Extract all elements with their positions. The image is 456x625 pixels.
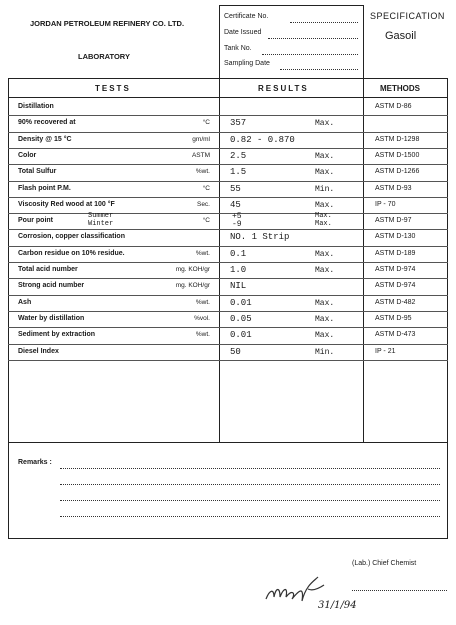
row-divider [8, 295, 448, 296]
test-unit: °C [202, 184, 210, 192]
test-name: Viscosity Red wood at 100 °F [18, 200, 115, 208]
test-name: Total Sulfur [18, 168, 57, 176]
test-unit: °C [202, 217, 210, 225]
test-name: Total acid number [18, 266, 78, 273]
signature-date: 31/1/94 [318, 600, 357, 611]
result-value: 0.05 [230, 313, 252, 324]
certificate-label: Certificate No. [224, 13, 269, 20]
test-method: ASTM D-482 [375, 298, 416, 306]
test-method: ASTM D-97 [375, 217, 412, 225]
test-name: Diesel Index [18, 347, 59, 355]
result-limit: Max. [315, 151, 335, 161]
test-name: Strong acid number [18, 282, 85, 290]
spec-title: SPECIFICATION [370, 11, 445, 21]
result-limit: Max. [315, 266, 335, 275]
test-method: ASTM D-473 [375, 331, 416, 339]
result-value: NIL [230, 281, 247, 292]
result-limit: Max. [315, 298, 335, 308]
test-name: Corrosion, copper classification [18, 233, 125, 241]
test-method: ASTM D-1298 [375, 135, 420, 143]
row-divider [8, 262, 448, 263]
company-name: JORDAN PETROLEUM REFINERY CO. LTD. [30, 19, 185, 28]
test-name: Water by distillation [18, 314, 85, 322]
test-name: Color [18, 151, 37, 159]
result-limit: Max. [315, 249, 335, 259]
result-value: 55 [230, 183, 241, 194]
row-divider [8, 213, 448, 214]
test-name: Pour point [18, 217, 53, 225]
result-value: 1.5 [230, 167, 247, 178]
test-unit: Sec. [196, 200, 210, 208]
test-name: Carbon residue on 10% residue. [18, 249, 125, 257]
pour-limit: Max. [315, 220, 332, 229]
row-divider [8, 327, 448, 328]
row-divider [8, 311, 448, 312]
row-divider [8, 197, 448, 198]
signature-label: (Lab.) Chief Chemist [352, 560, 417, 567]
test-name: Distillation [18, 103, 54, 110]
row-divider [8, 278, 448, 279]
test-name: Sediment by extraction [18, 331, 96, 339]
pour-season: Winter [88, 220, 114, 229]
test-unit: mg. KOH/gr [175, 282, 210, 290]
test-method: ASTM D-974 [375, 282, 416, 290]
pour-value: -9 [232, 220, 242, 230]
test-method: ASTM D-189 [375, 249, 416, 257]
row-divider [8, 115, 448, 116]
row-divider [8, 246, 448, 247]
test-method: IP - 21 [375, 347, 396, 355]
pour-limit: Max. [315, 212, 332, 221]
test-method: ASTM D-130 [375, 233, 416, 241]
test-name: Flash point P.M. [18, 184, 71, 192]
test-name: Density @ 15 °C [18, 135, 72, 143]
test-method: ASTM D-93 [375, 184, 412, 192]
results-header: RESULTS [258, 84, 309, 93]
row-divider [8, 360, 448, 361]
test-method: ASTM D-974 [375, 266, 416, 273]
test-unit: %wt. [195, 249, 210, 257]
test-name: Ash [18, 298, 32, 306]
pour-value: +5 [232, 212, 242, 222]
pour-season: Summer [88, 212, 114, 221]
test-unit: %wt. [195, 298, 210, 306]
row-divider [8, 148, 448, 149]
result-value: 0.01 [230, 330, 252, 341]
methods-header: METHODS [380, 84, 420, 93]
product-name: Gasoil [385, 30, 417, 42]
result-value: 50 [230, 346, 241, 357]
result-limit: Min. [315, 347, 335, 357]
test-method: ASTM D-95 [375, 314, 412, 322]
result-value: 357 [230, 118, 247, 129]
test-unit: mg. KOH/gr [175, 266, 210, 273]
row-divider [8, 229, 448, 230]
row-divider [8, 181, 448, 182]
tests-header: TESTS [95, 84, 131, 93]
department-name: LABORATORY [78, 52, 130, 61]
result-value: 0.1 [230, 248, 247, 259]
test-name: 90% recovered at [18, 119, 76, 127]
remarks-label: Remarks : [18, 459, 52, 466]
tank-label: Tank No. [224, 45, 252, 52]
result-limit: Max. [315, 331, 335, 341]
test-method: ASTM D-1500 [375, 151, 420, 159]
result-value: 45 [230, 199, 241, 210]
test-unit: gm/ml [192, 135, 210, 143]
result-value: NO. 1 Strip [230, 232, 290, 243]
result-limit: Max. [315, 200, 335, 210]
test-unit: ASTM [191, 151, 210, 159]
sampling-label: Sampling Date [224, 60, 270, 67]
row-divider [8, 164, 448, 165]
result-value: 0.01 [230, 297, 252, 308]
result-limit: Min. [315, 184, 335, 194]
result-limit: Max. [315, 314, 335, 324]
date-issued-label: Date Issued [224, 29, 262, 36]
result-value: 2.5 [230, 150, 247, 161]
test-unit: %vol. [194, 314, 210, 322]
result-value: 1.0 [230, 265, 247, 275]
row-divider [8, 132, 448, 133]
test-method: IP - 70 [375, 200, 396, 208]
test-unit: %wt. [195, 331, 210, 339]
test-unit: °C [202, 119, 210, 127]
result-limit: Max. [315, 168, 335, 178]
test-unit: %wt. [195, 168, 210, 176]
result-value: 0.82 - 0.870 [230, 134, 295, 145]
test-method: ASTM D-86 [375, 103, 412, 110]
result-limit: Max. [315, 119, 335, 129]
test-method: ASTM D-1266 [375, 168, 420, 176]
row-divider [8, 344, 448, 345]
